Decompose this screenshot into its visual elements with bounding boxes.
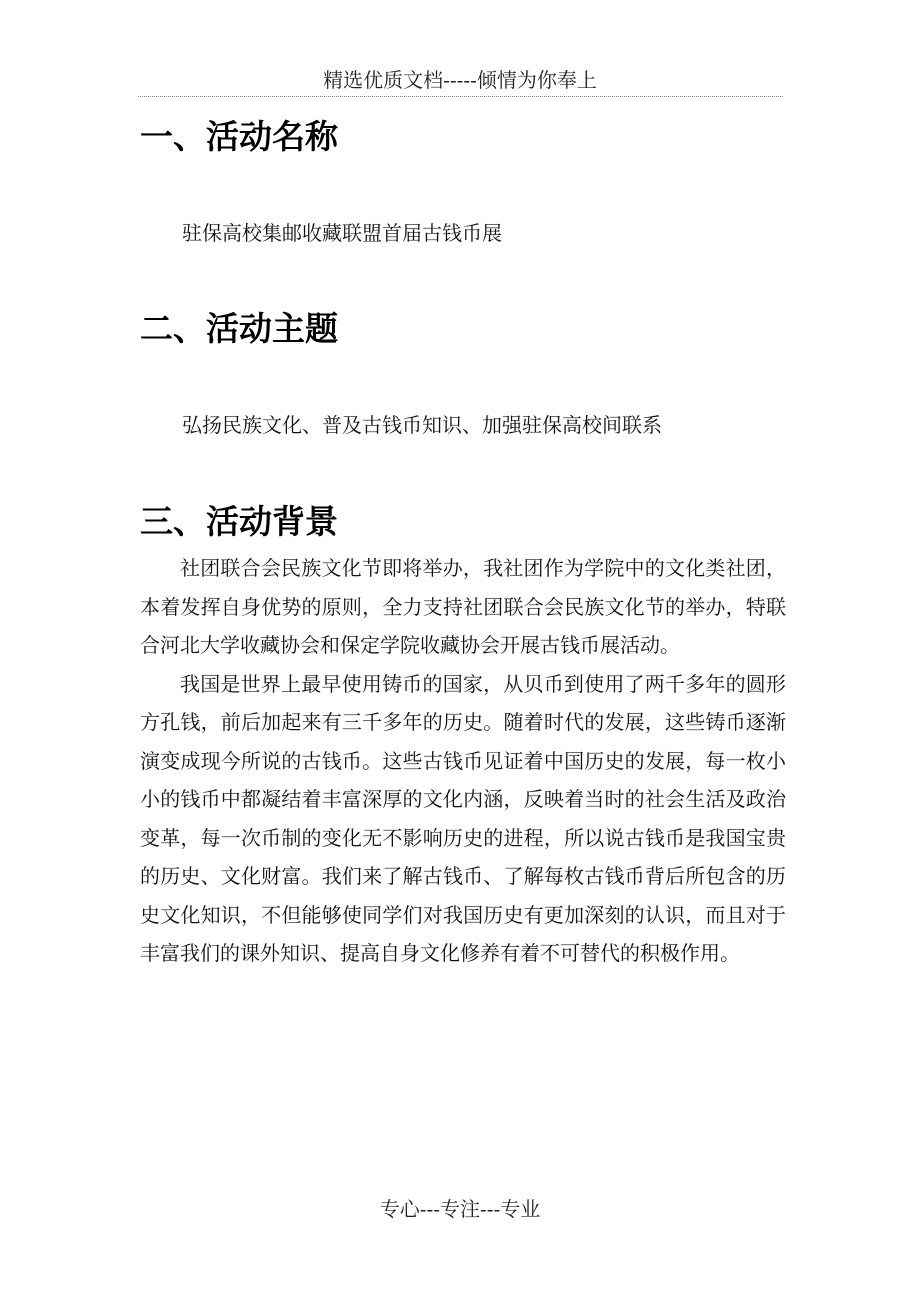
activity-theme-text: 弘扬民族文化、普及古钱币知识、加强驻保高校间联系 (182, 413, 662, 437)
activity-name-text: 驻保高校集邮收藏联盟首届古钱币展 (182, 221, 502, 245)
section-title-activity-theme: 二、活动主题 (140, 309, 338, 348)
section-title-activity-background: 三、活动背景 (140, 502, 338, 541)
section-title-activity-name: 一、活动名称 (140, 117, 338, 156)
page-footer: 专心---专注---专业 (379, 1197, 541, 1221)
page-header: 精选优质文档-----倾情为你奉上 (323, 68, 597, 92)
background-paragraph-1: 社团联合会民族文化节即将举办，我社团作为学院中的文化类社团，本着发挥自身优势的原则，全力支持社团联合会民族文化节的举办，特联合河北大学收藏协会和保定学院收藏协会开展古钱币展活动。 (140, 556, 786, 657)
activity-background-body (140, 549, 786, 973)
background-paragraph-2: 我国是世界上最早使用铸币的国家，从贝币到使用了两千多年的圆形方孔钱，前后加起来有三千多年的历史。随着时代的发展，这些铸币逐渐演变成现今所说的古钱币。这些古钱币见证着中国历史的发展，每一枚小小的钱币中都凝结着丰富深厚的文化内涵，反映着当时的社会生活及政治变革，每一次币制的变化无不影响历史的进程，所以说古钱币是我国宝贵的历史、文化财富。我们来了解古钱币、了解每枚古钱币背后所包含的历史文化知识，不但能够使同学们对我国历史有更加深刻的认识，而且对于丰富我们的课外知识、提高自身文化修养有着不可替代的积极作用。 (140, 671, 786, 965)
header-divider (138, 96, 783, 97)
